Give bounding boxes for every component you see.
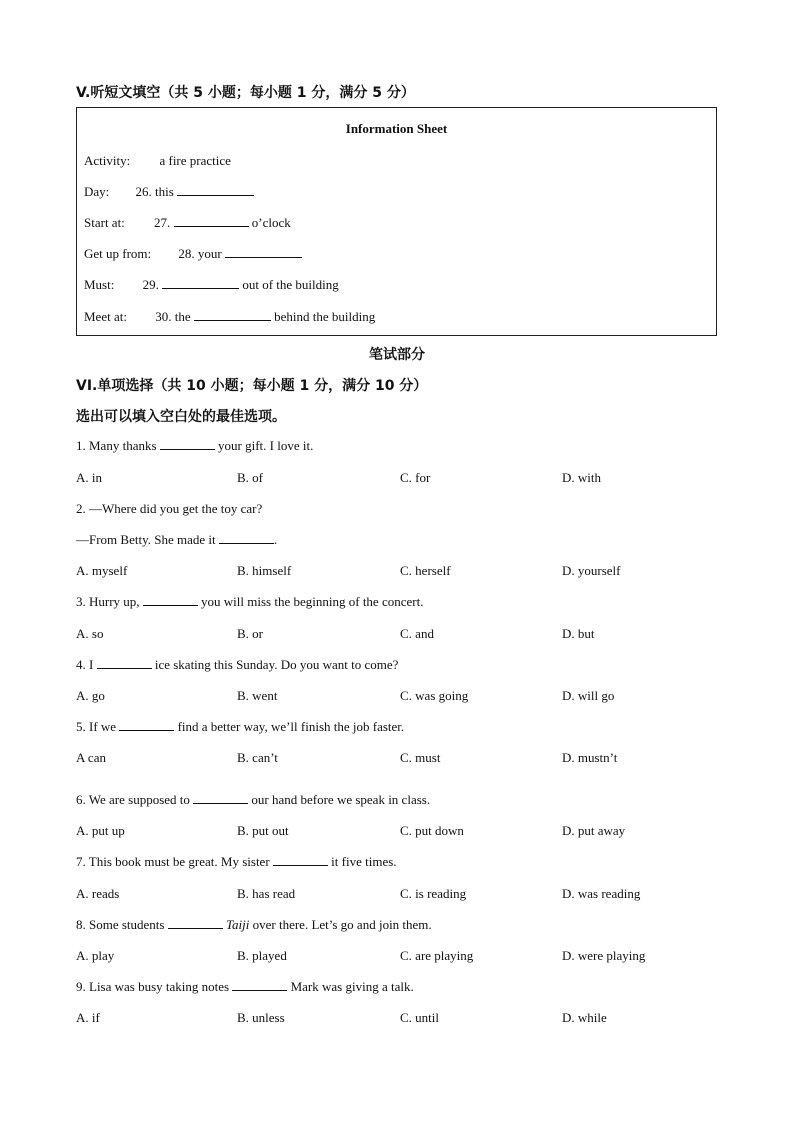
option-b[interactable]: B. played xyxy=(237,948,287,963)
section5-heading: V.听短文填空（共 5 小题；每小题 1 分，满分 5 分） xyxy=(76,85,415,101)
question-text: 5. If we xyxy=(76,719,117,734)
question-8 xyxy=(76,917,432,933)
question-text: you will miss the beginning of the concert. xyxy=(201,594,424,609)
option-c[interactable]: C. put down xyxy=(400,823,464,838)
answer-blank[interactable] xyxy=(193,792,248,804)
option-d[interactable]: D. will go xyxy=(562,688,615,703)
sheet-row-day xyxy=(84,184,254,200)
option-d[interactable]: D. were playing xyxy=(562,948,646,963)
answer-blank[interactable] xyxy=(119,719,174,731)
option-a[interactable]: A. in xyxy=(76,470,102,485)
section6-heading: VI.单项选择（共 10 小题；每小题 1 分，满分 10 分） xyxy=(76,378,428,394)
option-b[interactable]: B. or xyxy=(237,626,263,641)
question-text: over there. Let’s go and join them. xyxy=(252,917,432,932)
row-prefix: 29. xyxy=(142,277,159,292)
option-a[interactable]: A can xyxy=(76,750,106,765)
sheet-row-meet xyxy=(84,309,375,325)
option-c[interactable]: C. herself xyxy=(400,563,451,578)
row-label: Day: xyxy=(84,184,110,199)
option-b[interactable]: B. himself xyxy=(237,563,292,578)
option-b[interactable]: B. went xyxy=(237,688,278,703)
option-c[interactable]: C. until xyxy=(400,1010,440,1025)
row-label: Get up from: xyxy=(84,246,152,261)
question-text: our hand before we speak in class. xyxy=(251,792,431,807)
question-text: find a better way, we’ll finish the job faster. xyxy=(177,719,405,734)
row-prefix: 27. xyxy=(154,215,171,230)
sheet-row-start xyxy=(84,215,291,231)
option-a[interactable]: A. go xyxy=(76,688,105,703)
option-d[interactable]: D. while xyxy=(562,1010,607,1025)
question-7 xyxy=(76,854,397,870)
question-text: ice skating this Sunday. Do you want to come? xyxy=(154,657,399,672)
option-a[interactable]: A. reads xyxy=(76,886,120,901)
option-c[interactable]: C. must xyxy=(400,750,441,765)
answer-blank[interactable] xyxy=(232,979,287,991)
row-label: Start at: xyxy=(84,215,125,230)
option-b[interactable]: B. of xyxy=(237,470,263,485)
question-text-italic: Taiji xyxy=(225,917,250,932)
question-9 xyxy=(76,979,414,995)
option-b[interactable]: B. can’t xyxy=(237,750,278,765)
option-b[interactable]: B. put out xyxy=(237,823,289,838)
question-text: 6. We are supposed to xyxy=(76,792,190,807)
answer-blank-29[interactable] xyxy=(162,277,239,289)
answer-blank[interactable] xyxy=(219,532,274,544)
answer-blank[interactable] xyxy=(97,657,152,669)
question-text: 7. This book must be great. My sister xyxy=(76,854,270,869)
row-prefix: 28. your xyxy=(178,246,222,261)
question-text: 9. Lisa was busy taking notes xyxy=(76,979,230,994)
question-2-line2 xyxy=(76,532,277,548)
question-text: Mark was giving a talk. xyxy=(290,979,414,994)
option-c[interactable]: C. and xyxy=(400,626,434,641)
option-d[interactable]: D. yourself xyxy=(562,563,621,578)
information-sheet-box xyxy=(76,107,717,336)
answer-blank[interactable] xyxy=(168,917,223,929)
option-a[interactable]: A. myself xyxy=(76,563,128,578)
question-6 xyxy=(76,792,430,808)
option-a[interactable]: A. if xyxy=(76,1010,100,1025)
option-d[interactable]: D. mustn’t xyxy=(562,750,618,765)
sheet-row-get-up xyxy=(84,246,302,262)
answer-blank-27[interactable] xyxy=(174,215,249,227)
sheet-row-must xyxy=(84,277,339,293)
option-b[interactable]: B. unless xyxy=(237,1010,285,1025)
option-a[interactable]: A. play xyxy=(76,948,115,963)
row-suffix: behind the building xyxy=(274,309,376,324)
row-value: a fire practice xyxy=(159,153,231,168)
question-5 xyxy=(76,719,404,735)
answer-blank-26[interactable] xyxy=(177,184,254,196)
question-text: 4. I xyxy=(76,657,94,672)
question-4 xyxy=(76,657,398,673)
row-suffix: o’clock xyxy=(251,215,291,230)
section6-instruction: 选出可以填入空白处的最佳选项。 xyxy=(76,409,286,425)
sheet-row-activity xyxy=(84,153,231,169)
row-label: Activity: xyxy=(84,153,131,168)
option-d[interactable]: D. put away xyxy=(562,823,626,838)
question-text: 1. Many thanks xyxy=(76,438,157,453)
row-suffix: out of the building xyxy=(242,277,339,292)
option-c[interactable]: C. are playing xyxy=(400,948,474,963)
question-text: . xyxy=(273,532,278,547)
option-d[interactable]: D. but xyxy=(562,626,595,641)
question-1 xyxy=(76,438,313,454)
question-2: 2. —Where did you get the toy car? xyxy=(76,501,263,516)
answer-blank-28[interactable] xyxy=(225,246,302,258)
answer-blank[interactable] xyxy=(160,438,215,450)
question-text: it five times. xyxy=(331,854,397,869)
row-label: Must: xyxy=(84,277,115,292)
option-a[interactable]: A. put up xyxy=(76,823,125,838)
row-prefix: 30. the xyxy=(155,309,191,324)
option-d[interactable]: D. with xyxy=(562,470,601,485)
answer-blank[interactable] xyxy=(143,594,198,606)
question-text: —From Betty. She made it xyxy=(76,532,216,547)
written-part-heading: 笔试部分 xyxy=(369,347,425,363)
question-text: your gift. I love it. xyxy=(218,438,314,453)
question-3 xyxy=(76,594,423,610)
option-d[interactable]: D. was reading xyxy=(562,886,641,901)
row-label: Meet at: xyxy=(84,309,127,324)
answer-blank-30[interactable] xyxy=(194,309,271,321)
answer-blank[interactable] xyxy=(273,854,328,866)
option-c[interactable]: C. was going xyxy=(400,688,469,703)
option-c[interactable]: C. is reading xyxy=(400,886,467,901)
question-text: 8. Some students xyxy=(76,917,165,932)
question-text: 3. Hurry up, xyxy=(76,594,140,609)
option-b[interactable]: B. has read xyxy=(237,886,296,901)
row-prefix: 26. this xyxy=(135,184,174,199)
option-c[interactable]: C. for xyxy=(400,470,431,485)
option-a[interactable]: A. so xyxy=(76,626,104,641)
sheet-title: Information Sheet xyxy=(345,121,448,136)
